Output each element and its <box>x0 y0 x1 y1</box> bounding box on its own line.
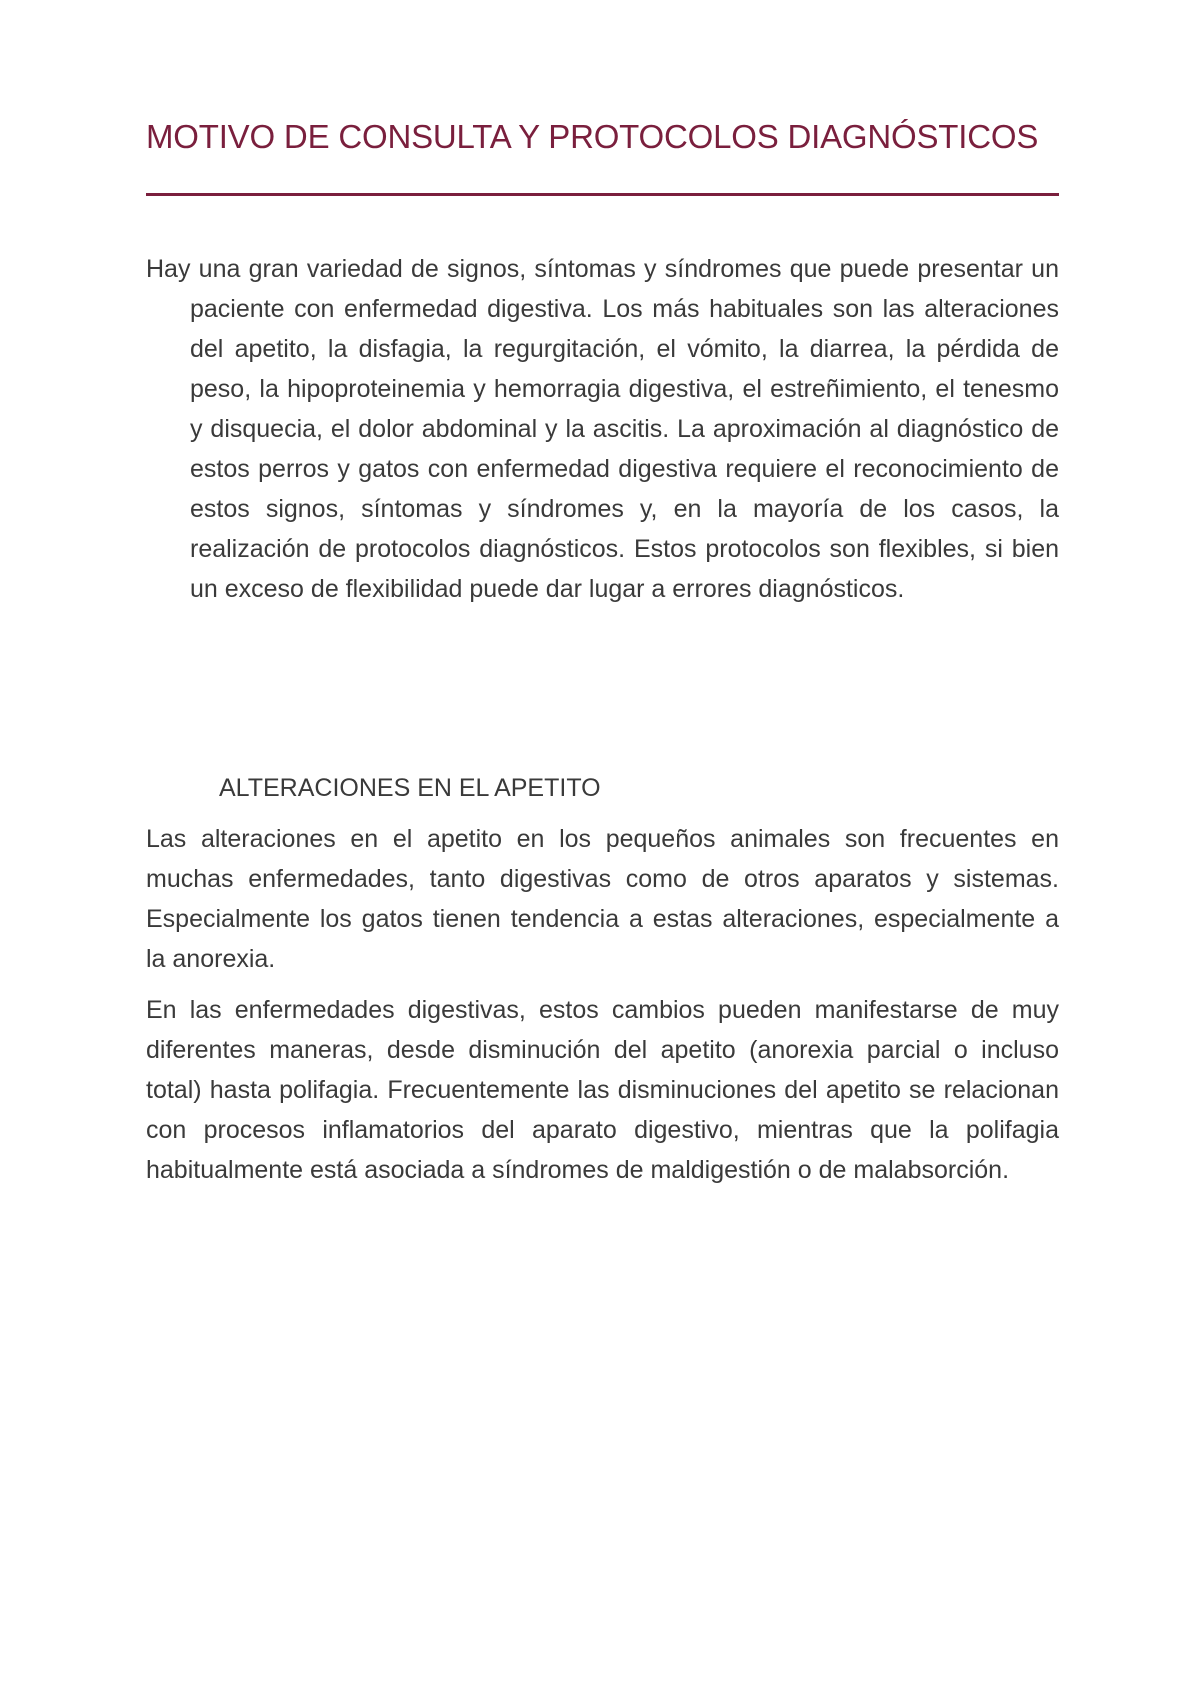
section-paragraph-2: En las enfermedades digestivas, estos cambios pueden manifestarse de muy diferentes maneras, desde disminución del apetito (anorexia parcial o incluso total) hasta polifagia. Frecuentemente las disminuciones del apetito se relacionan con procesos inflamatorios del aparato digestivo, mientras que la polifagia habitualmente está asociada a síndromes de maldigestión o de malabsorción. <box>146 996 1059 1184</box>
section-paragraph-1: Las alteraciones en el apetito en los pequeños animales son frecuentes en muchas enfermedades, tanto digestivas como de otros aparatos y sistemas. Especialmente los gatos tienen tendencia a estas alteraciones, especialmente a la anorexia. <box>146 825 1059 973</box>
section-heading-alteraciones-apetito: ALTERACIONES EN EL APETITO <box>219 774 601 802</box>
page-title: MOTIVO DE CONSULTA Y PROTOCOLOS DIAGNÓSTICOS <box>146 118 1039 155</box>
title-underline-divider <box>146 193 1059 196</box>
intro-paragraph: Hay una gran variedad de signos, síntomas y síndromes que puede presentar un paciente con enfermedad digestiva. Los más habituales son las alteraciones del apetito, la disfagia, la regurgitación, el vómito, la diarrea, la pérdida de peso, la hipoproteinemia y hemorragia digestiva, el estreñimiento, el tenesmo y disquecia, el dolor abdominal y la ascitis. La aproximación al diagnóstico de estos perros y gatos con enfermedad digestiva requiere el reconocimiento de estos signos, síntomas y síndromes y, en la mayoría de los casos, la realización de protocolos diagnósticos. Estos protocolos son flexibles, si bien un exceso de flexibilidad puede dar lugar a errores diagnósticos. <box>146 255 1059 603</box>
